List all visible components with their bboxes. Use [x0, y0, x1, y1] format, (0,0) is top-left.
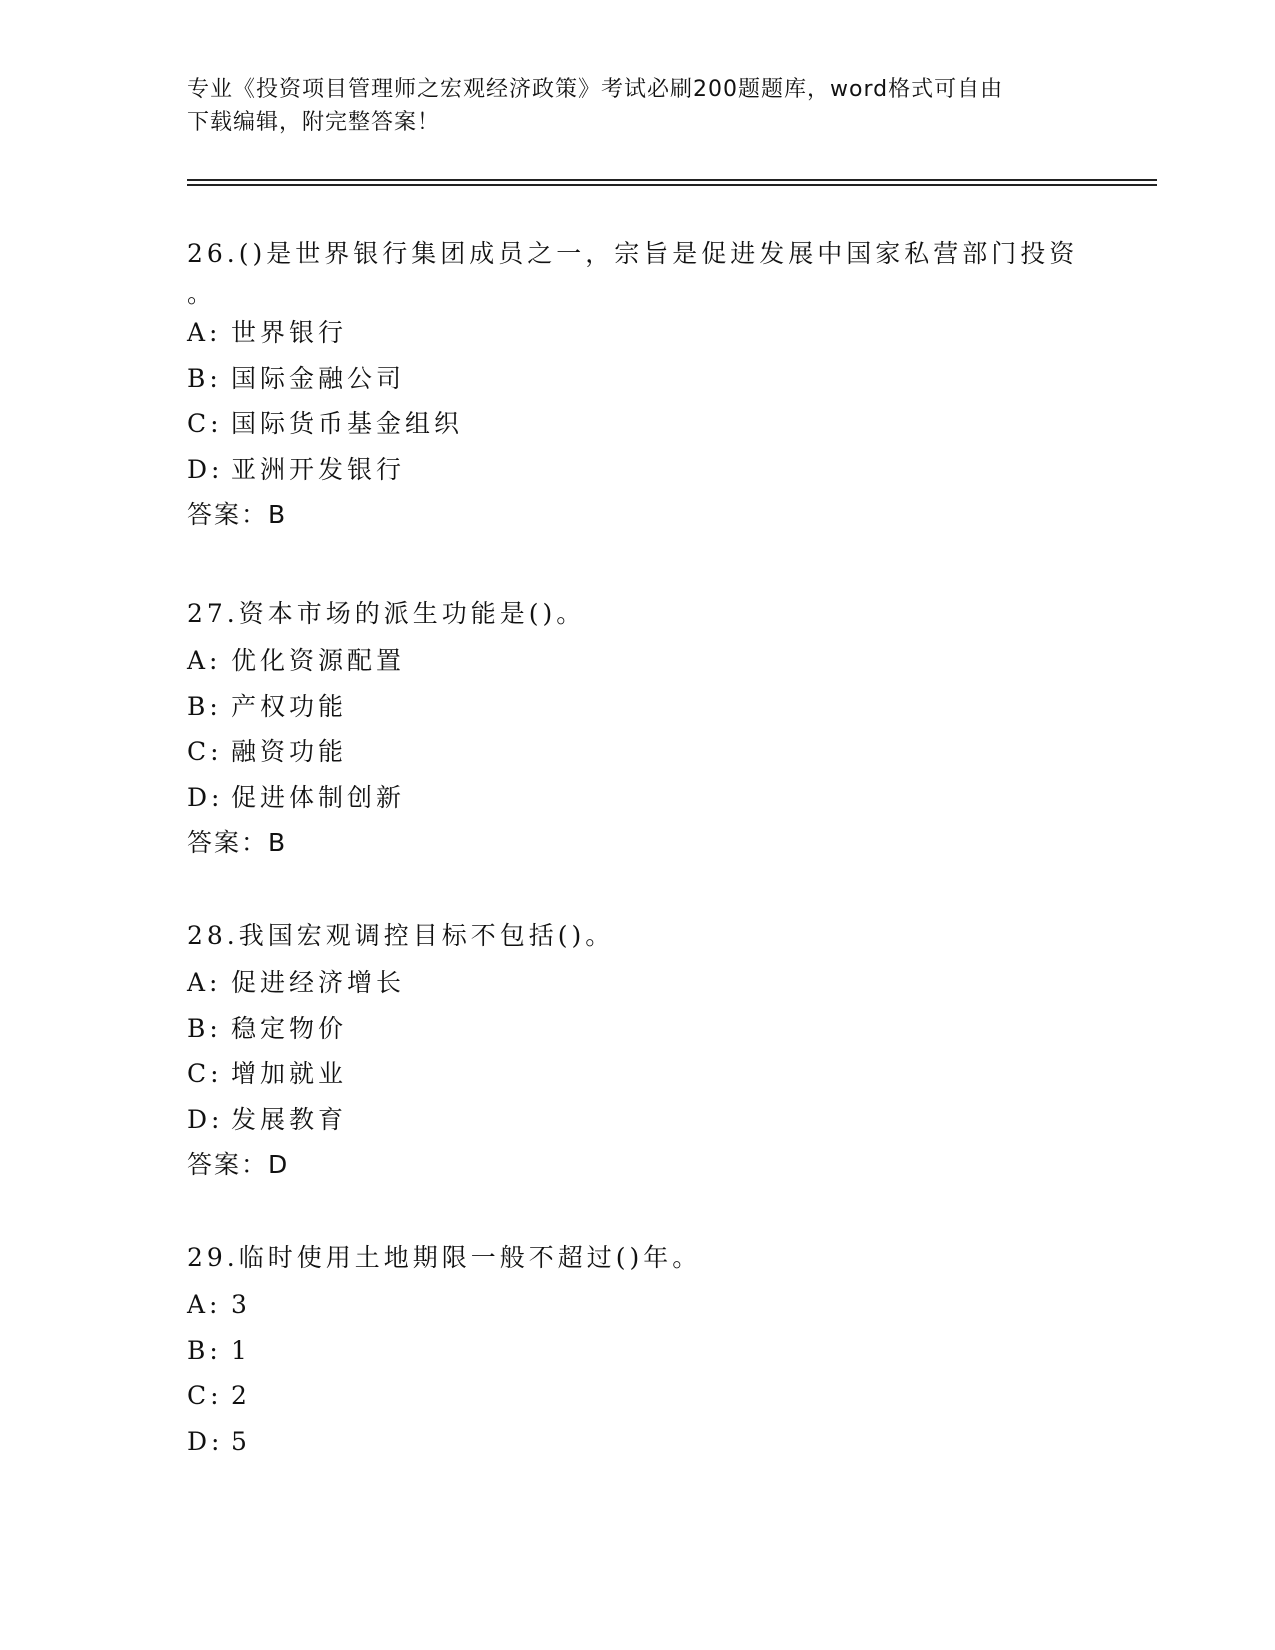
- option-label: B:: [187, 691, 222, 721]
- option-text: 优化资源配置: [231, 646, 406, 675]
- option-d: [187, 1097, 1087, 1143]
- document-header: [187, 73, 1087, 139]
- answer: 答案：B: [187, 828, 288, 857]
- question-26: [187, 230, 1087, 538]
- option-d: [187, 775, 1087, 821]
- option-a: [187, 638, 1087, 684]
- option-c: [187, 1373, 1087, 1419]
- option-text: 增加就业: [231, 1059, 348, 1088]
- option-text: 促进经济增长: [231, 968, 406, 997]
- option-text: 1: [231, 1335, 251, 1365]
- option-b: [187, 1006, 1087, 1052]
- option-text: 产权功能: [231, 691, 348, 721]
- header-line-2: 下载编辑，附完整答案！: [187, 110, 441, 135]
- option-text: 2: [231, 1381, 251, 1410]
- option-label: C:: [187, 737, 223, 766]
- option-a: [187, 960, 1087, 1006]
- option-b: [187, 684, 1087, 730]
- option-text: 5: [231, 1426, 251, 1456]
- option-c: [187, 401, 1087, 447]
- option-label: B:: [187, 1013, 222, 1043]
- option-label: A:: [187, 968, 222, 997]
- option-label: C:: [187, 1381, 223, 1410]
- option-label: A:: [187, 318, 222, 347]
- option-a: [187, 310, 1087, 356]
- header-divider-bottom: [187, 184, 1157, 186]
- option-label: A:: [187, 646, 222, 675]
- option-b: [187, 1328, 1087, 1374]
- question-28: [187, 912, 1087, 1188]
- option-text: 发展教育: [231, 1104, 348, 1134]
- question-stem: 26.()是世界银行集团成员之一，宗旨是促进发展中国家私营部门投资: [187, 239, 1079, 268]
- option-d: [187, 447, 1087, 493]
- option-label: C:: [187, 409, 223, 438]
- option-text: 3: [231, 1290, 251, 1319]
- question-29: [187, 1234, 1087, 1464]
- option-label: B:: [187, 1335, 222, 1365]
- option-text: 融资功能: [231, 737, 348, 766]
- header-divider-top: [187, 179, 1157, 181]
- option-a: [187, 1282, 1087, 1328]
- option-label: B:: [187, 363, 222, 393]
- option-label: D:: [187, 1104, 224, 1134]
- option-label: A:: [187, 1290, 222, 1319]
- option-text: 国际货币基金组织: [231, 409, 464, 438]
- option-text: 世界银行: [231, 318, 348, 347]
- question-27: [187, 590, 1087, 866]
- question-stem: 28.我国宏观调控目标不包括()。: [187, 921, 615, 950]
- option-text: 促进体制创新: [231, 782, 406, 812]
- question-stem: 29.临时使用土地期限一般不超过()年。: [187, 1243, 702, 1272]
- option-text: 国际金融公司: [231, 363, 406, 393]
- answer: 答案：B: [187, 500, 288, 529]
- option-b: [187, 356, 1087, 402]
- option-label: D:: [187, 1426, 224, 1456]
- option-label: C:: [187, 1059, 223, 1088]
- option-c: [187, 1051, 1087, 1097]
- option-label: D:: [187, 782, 224, 812]
- answer: 答案：D: [187, 1150, 290, 1179]
- header-line-1: 专业《投资项目管理师之宏观经济政策》考试必刷200题题库，word格式可自由: [187, 77, 1004, 102]
- option-d: [187, 1419, 1087, 1465]
- question-stem-tail: 。: [187, 279, 217, 308]
- option-c: [187, 729, 1087, 775]
- option-text: 亚洲开发银行: [231, 454, 406, 484]
- option-label: D:: [187, 454, 224, 484]
- option-text: 稳定物价: [231, 1013, 348, 1043]
- question-stem: 27.资本市场的派生功能是()。: [187, 599, 586, 628]
